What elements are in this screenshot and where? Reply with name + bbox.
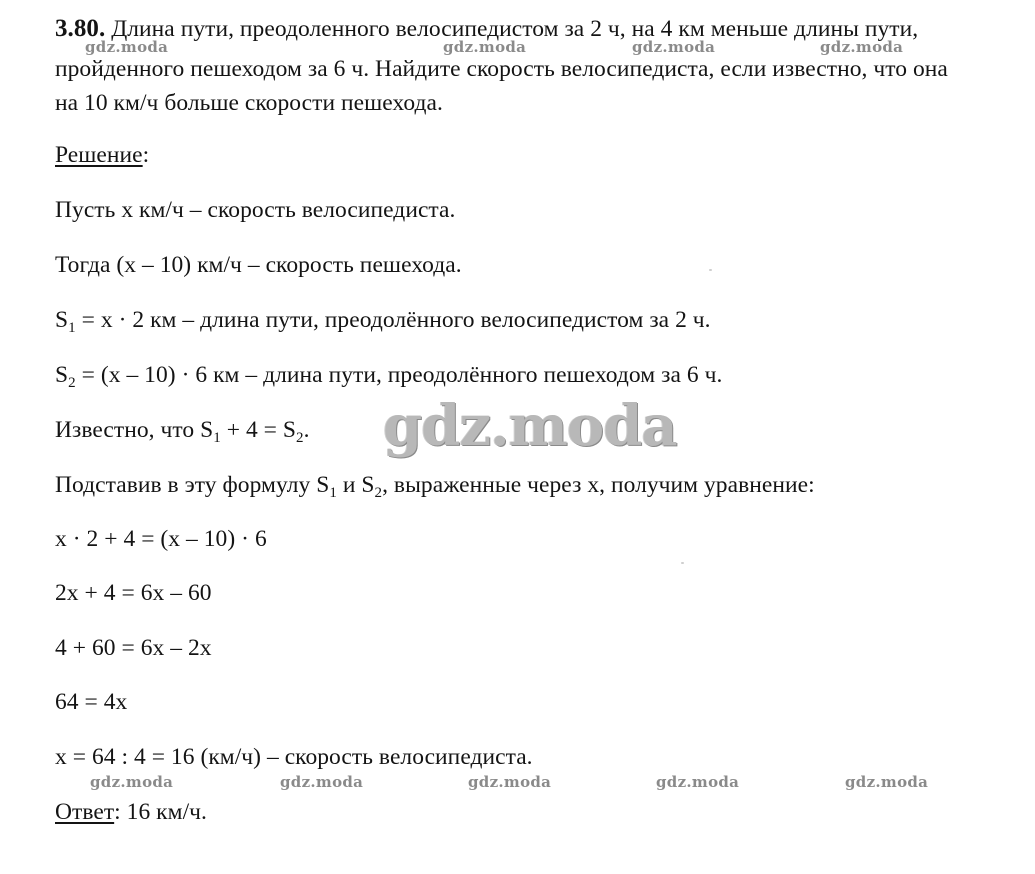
watermark: gdz.moda (845, 773, 929, 791)
scan-speck (681, 562, 684, 564)
watermark: gdz.moda (90, 773, 174, 791)
s2-symbol: S (55, 362, 69, 388)
solution-heading-label: Решение (55, 142, 143, 168)
answer (55, 797, 207, 827)
s2-definition (55, 360, 722, 390)
scan-speck (709, 269, 712, 271)
then-statement: Тогда (x – 10) км/ч – скорость пешехода. (55, 252, 462, 278)
watermark-large: gdz.moda (383, 393, 677, 459)
equation-1: x · 2 + 4 = (x – 10) · 6 (55, 526, 267, 552)
watermark: gdz.moda (632, 38, 716, 56)
known-sub-1: 1 (213, 430, 221, 446)
equation-3: 4 + 60 = 6x – 2x (55, 635, 212, 661)
known-suffix: . (303, 417, 310, 443)
solution-heading (55, 140, 149, 170)
equation-2: 2x + 4 = 6x – 60 (55, 580, 212, 606)
problem-line-2: пройденного пешеходом за 6 ч. Найдите скорость велосипедиста, если известно, что она (55, 56, 948, 82)
watermark: gdz.moda (656, 773, 740, 791)
substitute-suffix: , выраженные через x, получим уравнение: (382, 472, 815, 498)
known-sub-2: 2 (296, 430, 304, 446)
watermark: gdz.moda (280, 773, 364, 791)
answer-text: : 16 км/ч. (114, 799, 207, 825)
s1-subscript: 1 (68, 320, 76, 336)
s1-symbol: S (55, 307, 69, 333)
equation-4: 64 = 4x (55, 689, 128, 715)
watermark: gdz.moda (443, 38, 527, 56)
watermark: gdz.moda (85, 38, 169, 56)
s1-definition (55, 305, 711, 335)
substitute-sub-2: 2 (374, 485, 383, 501)
watermark: gdz.moda (820, 38, 904, 56)
watermark: gdz.moda (468, 773, 552, 791)
s2-text: = (x – 10) · 6 км – длина пути, преодолённого пешеходом за 6 ч. (75, 362, 723, 388)
let-statement: Пусть x км/ч – скорость велосипедиста. (55, 197, 456, 223)
s2-subscript: 2 (68, 375, 76, 391)
solution-heading-colon: : (142, 142, 150, 168)
equation-5: x = 64 : 4 = 16 (км/ч) – скорость велосипедиста. (55, 744, 533, 770)
problem-line-3: на 10 км/ч больше скорости пешехода. (55, 90, 443, 116)
problem-text-1: Длина пути, преодоленного велосипедистом за 2 ч, на 4 км меньше длины пути, (111, 16, 919, 42)
answer-label: Ответ (55, 799, 115, 825)
s1-text: = x · 2 км – длина пути, преодолённого велосипедистом за 2 ч. (75, 307, 711, 333)
substitute-sub-1: 1 (329, 485, 337, 501)
substitute-middle: и S (336, 472, 375, 498)
known-prefix: Известно, что S (55, 417, 214, 443)
substitute-prefix: Подставив в эту формулу S (55, 472, 330, 498)
known-middle: + 4 = S (220, 417, 297, 443)
substitution-statement (55, 470, 815, 500)
problem-number: 3.80. (55, 15, 106, 42)
known-relation (55, 415, 310, 445)
